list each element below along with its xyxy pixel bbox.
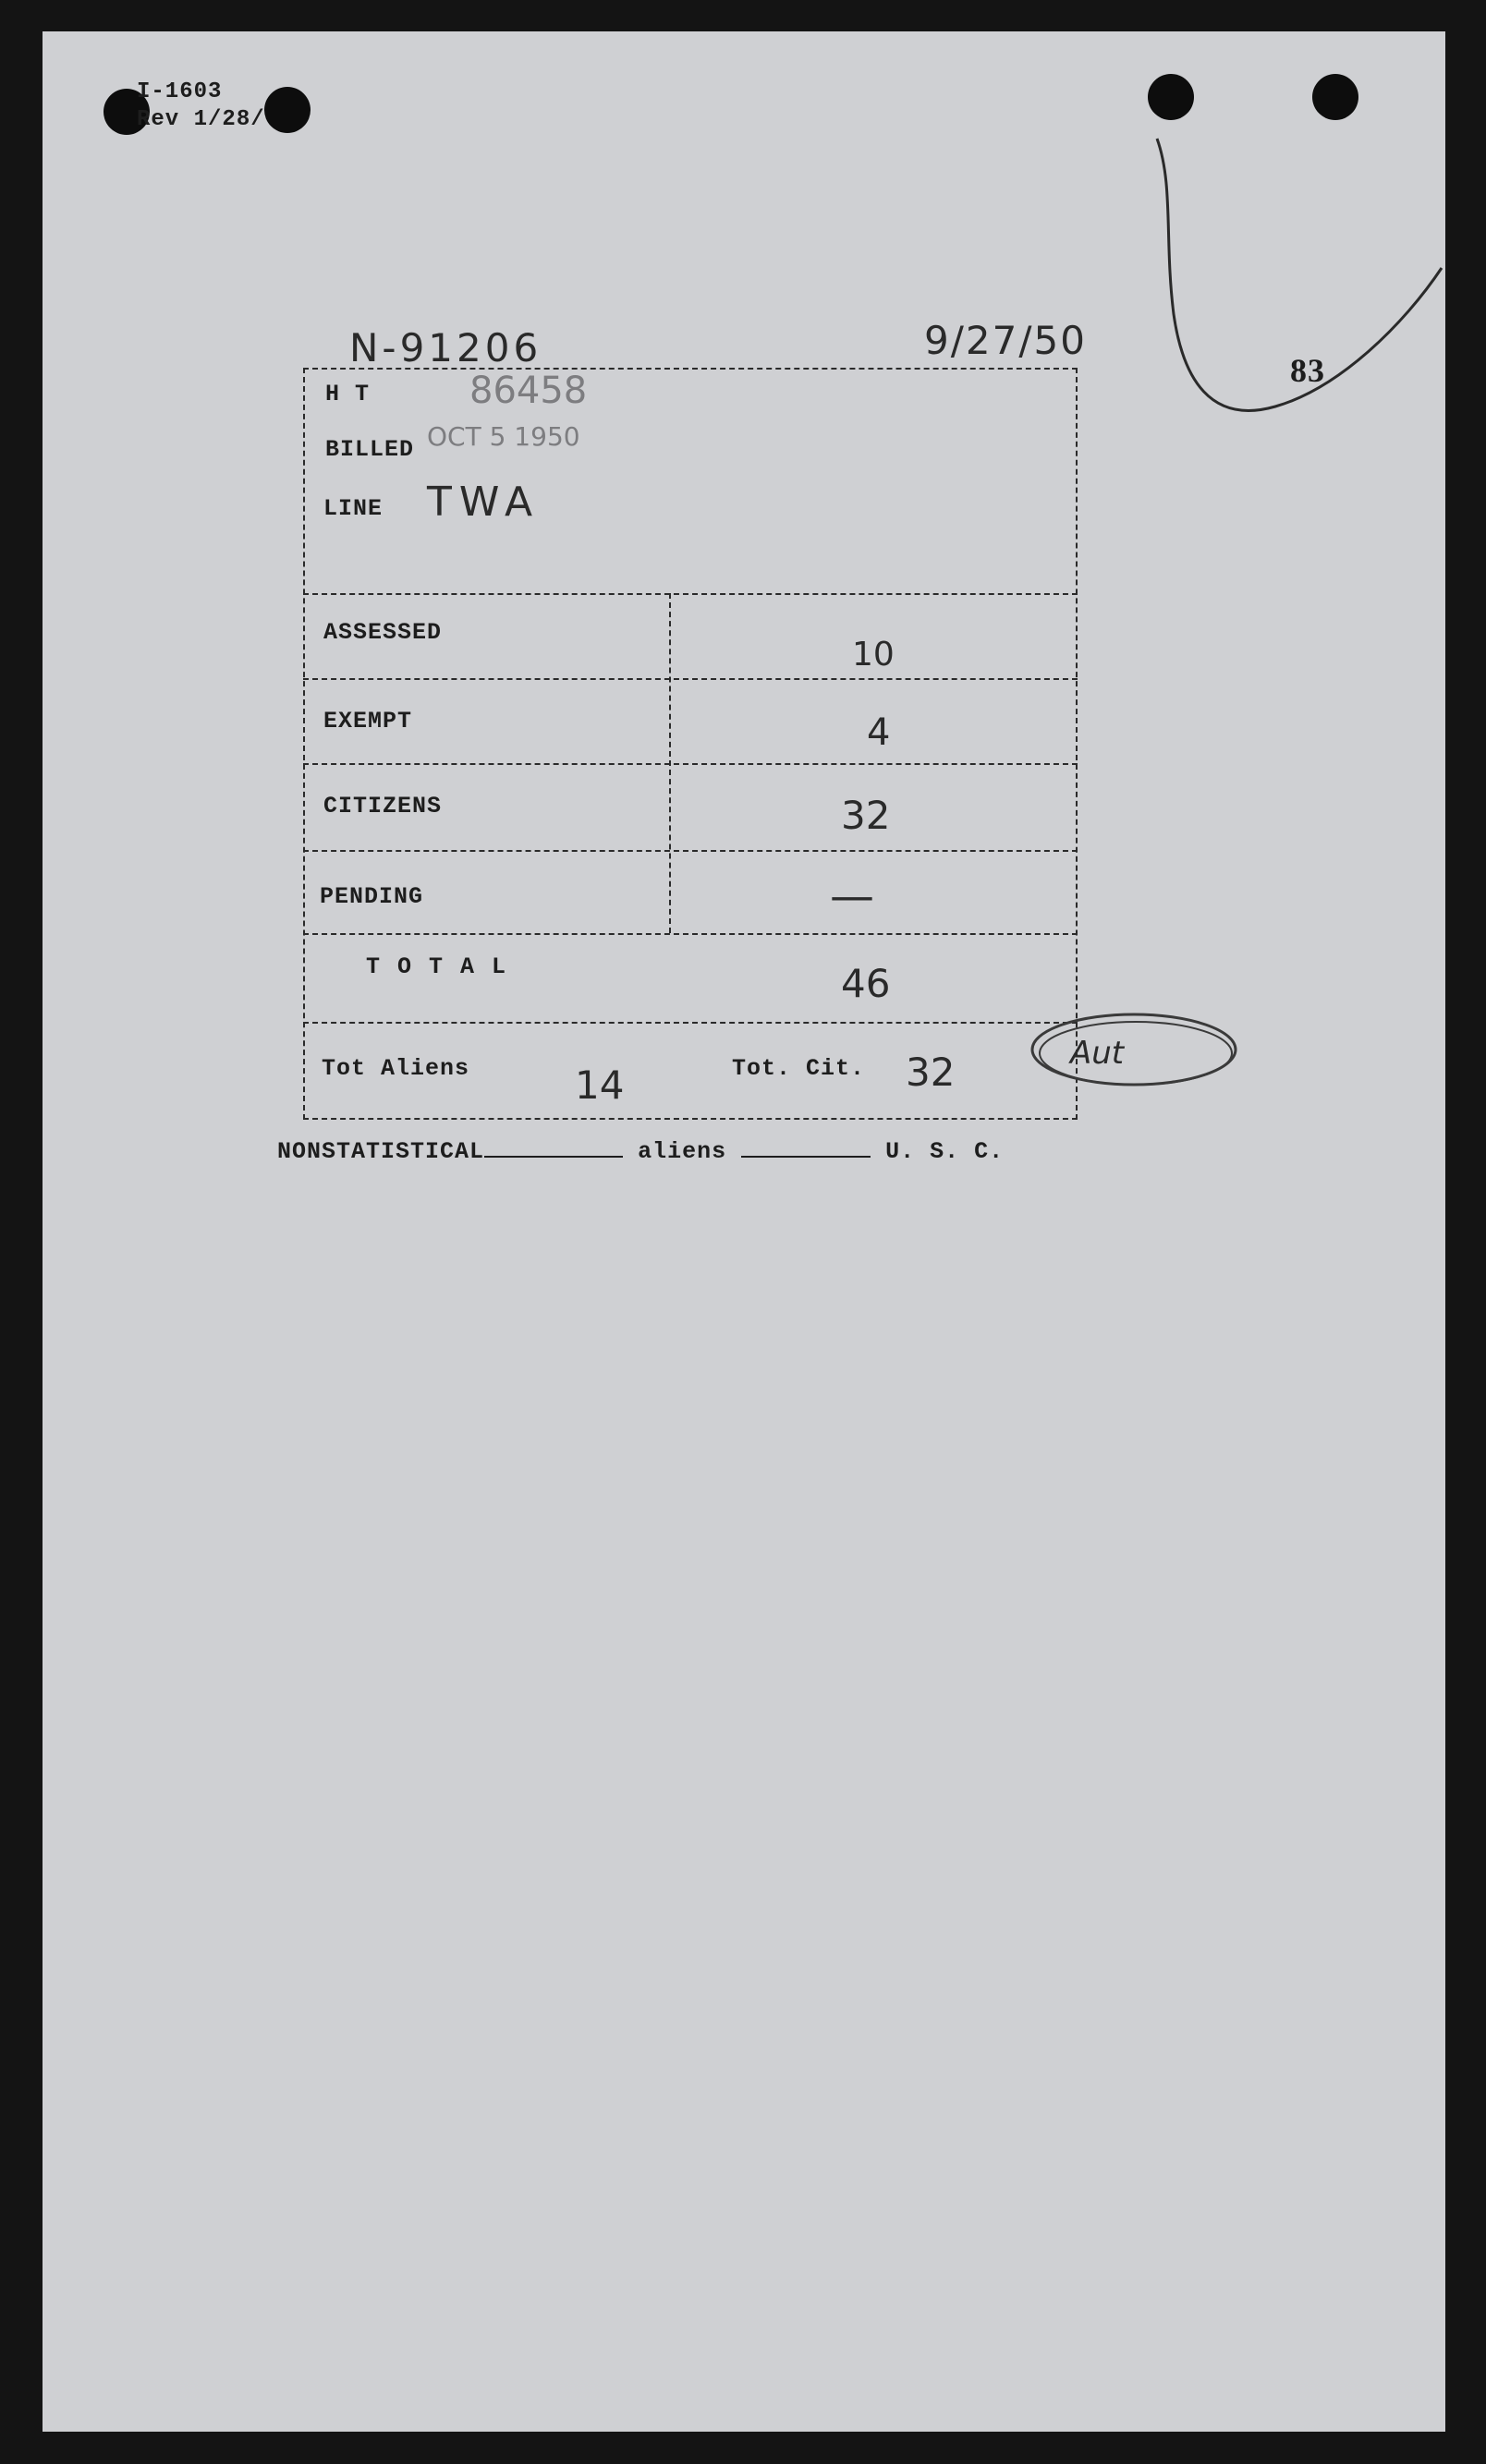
punch-hole-right-2 — [1312, 74, 1358, 120]
row-label-pending: PENDING — [320, 883, 424, 910]
row-label-assessed: ASSESSED — [323, 619, 443, 646]
pen-stroke — [1137, 129, 1451, 425]
tot-cit-value: 32 — [906, 1050, 956, 1095]
table-rule — [303, 678, 1078, 680]
total-value: 46 — [841, 961, 891, 1006]
form-number: I-1603 — [137, 79, 223, 104]
circled-initials-outline — [1026, 1007, 1242, 1096]
nonstatistical-label: NONSTATISTICAL — [277, 1138, 485, 1165]
tot-aliens-label: Tot Aliens — [322, 1055, 470, 1082]
aliens-word: aliens — [638, 1138, 727, 1165]
line-label: LINE — [323, 495, 384, 522]
nonstatistical-aliens-blank[interactable] — [484, 1156, 623, 1158]
table-rule — [303, 593, 1078, 595]
form-revision: Rev 1/28/ — [137, 107, 265, 132]
tot-cit-label: Tot. Cit. — [732, 1055, 866, 1082]
total-label: T O T A L — [366, 953, 508, 980]
billed-stamp: OCT 5 1950 — [427, 421, 580, 452]
usc-label: U. S. C. — [885, 1138, 1005, 1165]
row-value-pending: — — [830, 870, 874, 922]
table-rule — [303, 850, 1078, 852]
row-value-citizens: 32 — [841, 793, 891, 838]
nonstatistical-line — [277, 1138, 1004, 1165]
ht-label: H T — [325, 381, 371, 407]
tally-table — [303, 368, 1078, 1120]
row-label-exempt: EXEMPT — [323, 708, 413, 734]
line-value: TWA — [427, 479, 541, 526]
row-value-exempt: 4 — [867, 711, 891, 754]
table-rule — [303, 1022, 1078, 1024]
table-rule — [303, 933, 1078, 935]
tot-aliens-value: 14 — [575, 1062, 625, 1108]
circled-initials: Aut — [1070, 1035, 1125, 1072]
table-column-divider — [669, 593, 671, 933]
punch-hole-right — [1148, 74, 1194, 120]
row-value-assessed: 10 — [852, 636, 895, 674]
usc-blank[interactable] — [741, 1156, 871, 1158]
ht-stamp: 86458 — [469, 370, 588, 412]
punch-hole-left-2 — [264, 87, 311, 133]
table-rule — [303, 763, 1078, 765]
billed-label: BILLED — [325, 436, 415, 463]
handwritten-file-number: N-91206 — [349, 325, 542, 370]
page-number: 83 — [1290, 352, 1325, 389]
handwritten-date: 9/27/50 — [924, 318, 1087, 363]
row-label-citizens: CITIZENS — [323, 793, 443, 819]
